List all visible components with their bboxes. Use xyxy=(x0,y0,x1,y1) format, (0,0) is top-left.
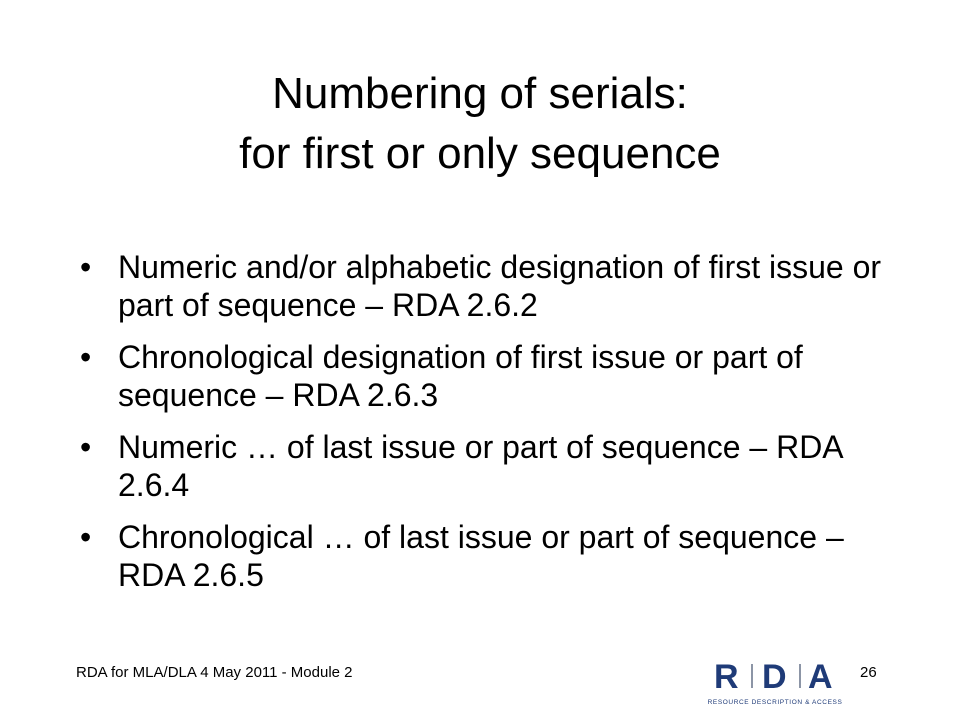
bullet-text: Chronological … of last issue or part of sequence – RDA 2.6.5 xyxy=(118,519,844,593)
bullet-list xyxy=(80,248,900,608)
bullet-dot-icon: • xyxy=(80,519,92,555)
bullet-item xyxy=(80,338,900,414)
bullet-text: Chronological designation of first issue or part of sequence – RDA 2.6.3 xyxy=(118,339,803,413)
bullet-text: Numeric and/or alphabetic designation of first issue or part of sequence – RDA 2.6.2 xyxy=(118,249,882,323)
rda-logo-letter-r: R xyxy=(714,658,739,696)
bullet-dot-icon: • xyxy=(80,249,92,285)
bullet-item xyxy=(80,428,900,504)
rda-logo-letter-a: A xyxy=(808,658,833,696)
slide-title-line-1: Numbering of serials: xyxy=(272,69,688,118)
slide-title-line-2: for first or only sequence xyxy=(239,129,721,178)
rda-logo-letter-d: D xyxy=(762,658,787,696)
bullet-item xyxy=(80,248,900,324)
bullet-dot-icon: • xyxy=(80,339,92,375)
bullet-dot-icon: • xyxy=(80,429,92,465)
rda-logo xyxy=(700,656,850,710)
bullet-item xyxy=(80,518,900,594)
page-number: 26 xyxy=(860,664,877,681)
slide-title xyxy=(80,64,880,184)
footer-text: RDA for MLA/DLA 4 May 2011 - Module 2 xyxy=(76,664,353,681)
rda-logo-tagline: RESOURCE DESCRIPTION & ACCESS xyxy=(707,699,843,706)
bullet-text: Numeric … of last issue or part of sequence – RDA 2.6.4 xyxy=(118,429,842,503)
